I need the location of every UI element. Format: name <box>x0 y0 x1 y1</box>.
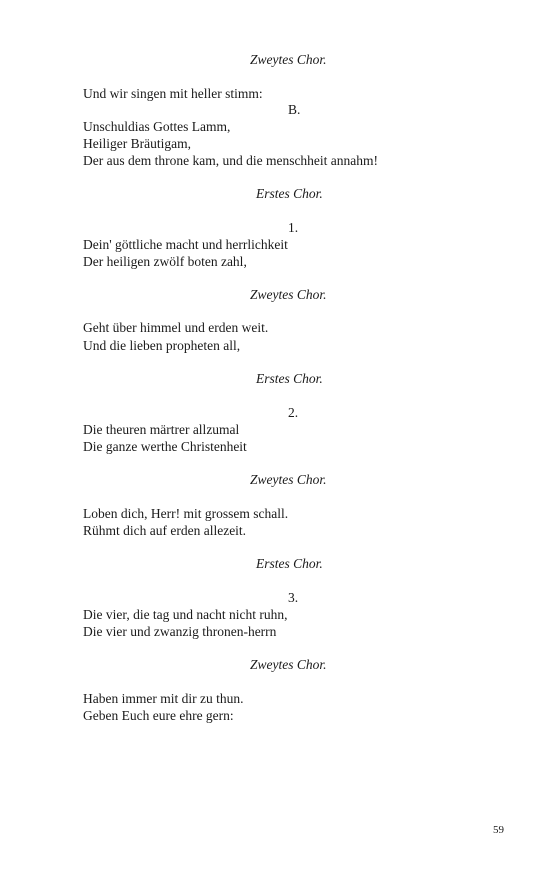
verse-line: Dein' göttliche macht und herrlichkeit <box>83 237 288 252</box>
verse-line: Die vier und zwanzig thronen-herrn <box>83 624 277 639</box>
verse-line: Und die lieben propheten all, <box>83 338 241 353</box>
verse-line: Der heiligen zwölf boten zahl, <box>83 254 247 269</box>
verse-line: Haben immer mit dir zu thun. <box>83 691 244 706</box>
verse-line: Unschuldias Gottes Lamm, <box>83 119 231 134</box>
choir-heading: Erstes Chor. <box>256 371 323 386</box>
verse-line: Die theuren märtrer allzumal <box>83 422 240 437</box>
verse-line: Und wir singen mit heller stimm: <box>83 86 263 101</box>
verse-line: Rühmt dich auf erden allezeit. <box>83 523 247 538</box>
choir-heading: Zweytes Chor. <box>250 287 327 302</box>
verse-line: Der aus dem throne kam, und die menschheit annahm! <box>83 153 379 168</box>
verse-line: Geben Euch eure ehre gern: <box>83 708 234 723</box>
section-marker: B. <box>288 102 301 117</box>
verse-line: Geht über himmel und erden weit. <box>83 320 269 335</box>
choir-heading: Zweytes Chor. <box>250 657 327 672</box>
section-marker: 3. <box>288 590 299 605</box>
page-number: 59 <box>493 824 504 836</box>
verse-line: Die ganze werthe Christenheit <box>83 439 247 454</box>
verse-line: Loben dich, Herr! mit grossem schall. <box>83 506 289 521</box>
choir-heading: Zweytes Chor. <box>250 472 327 487</box>
choir-heading: Erstes Chor. <box>256 186 323 201</box>
choir-heading: Erstes Chor. <box>256 556 323 571</box>
verse-line: Heiliger Bräutigam, <box>83 136 191 151</box>
section-marker: 1. <box>288 220 299 235</box>
verse-line: Die vier, die tag und nacht nicht ruhn, <box>83 607 288 622</box>
choir-heading: Zweytes Chor. <box>250 52 327 67</box>
section-marker: 2. <box>288 405 299 420</box>
